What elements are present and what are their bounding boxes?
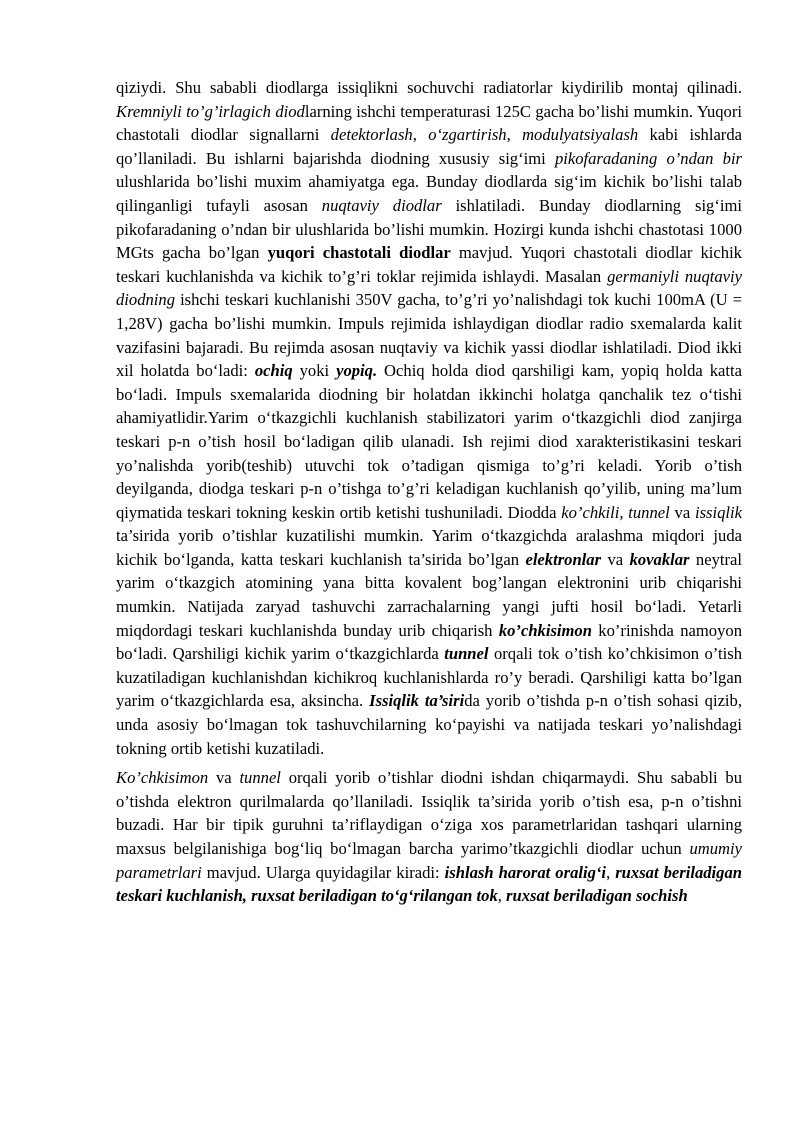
paragraph1-run: neytral yarim o‘tkazgich atomining yana bitta kovalent bog’langan elektronini urib chiqarishi mumkin. Natijada zaryad tashuvchi zarrachalarning yangi jufti hosil bo‘ladi. Yetarli miqdordagi teskari kuchlanishda bunday urib chiqarish	[116, 549, 742, 640]
paragraph1-run: ,	[412, 125, 429, 145]
paragraph1-run: ishlatiladi. Bunday diodlarning sig‘imi pikofaradaning o’ndan bir ulushlarida bo’lishi mumkin. Hozirgi kunda ishchi chastotasi 1000 MGts gacha bo’lgan	[116, 195, 742, 263]
paragraph-1	[116, 76, 742, 760]
paragraph2-run: va	[208, 768, 240, 788]
paragraph1-run: mavjud. Yuqori chastotali diodlar kichik teskari kuchlanishda va kichik to’g’ri toklar rejimida ishlaydi. Masalan	[116, 243, 742, 286]
paragraph1-run: ko’chkili	[561, 502, 620, 522]
paragraph1-run: tunnel	[628, 502, 670, 522]
paragraph1-run: Issiqlik ta’siri	[369, 691, 465, 711]
paragraph1-run: ,	[619, 502, 629, 522]
paragraph2-run: ,	[606, 862, 616, 882]
paragraph1-run: detektorlash	[330, 125, 413, 145]
paragraph1-run: issiqlik	[694, 502, 743, 522]
paragraph1-run: elektronlar	[525, 549, 602, 569]
paragraph1-run: ulushlarida bo’lishi muxim ahamiyatga ega. Bunday diodlarda sig‘im kichik bo’lishi talab qilinganligi tufayli asosan	[116, 172, 742, 215]
paragraph1-run: nuqtaviy diodlar	[321, 195, 442, 215]
paragraph-2	[116, 766, 742, 908]
paragraph1-run: yopiq.	[336, 361, 378, 381]
paragraph1-run: ochiq	[254, 361, 293, 381]
paragraph1-run: da yorib o’tishda p-n o’tish sohasi qizib, unda asosiy bo‘lmagan tok tashuvchilarning ko‘payishi va natijada teskari yo’nalishdagi tokning ortib ketishi kuzatiladi.	[116, 691, 742, 758]
body-text	[116, 76, 742, 908]
paragraph2-run: ishlash harorat oralig‘i	[444, 862, 607, 882]
paragraph1-run: va	[669, 502, 695, 522]
paragraph2-run: mavjud. Ularga quyidagilar kiradi:	[201, 862, 445, 882]
paragraph1-run: kovaklar	[629, 549, 690, 569]
paragraph2-run: orqali yorib o’tishlar diodni ishdan chiqarmaydi. Shu sababli bu o’tishda elektron qurilmalarda qo’llaniladi. Issiqlik ta’sirida yorib o’tish esa, p-n o’tishni buzadi. Har bir tipik guruhni ta’riflaydigan o‘ziga xos parametrlaridan tashqari ularning maxsus belgilanishiga bog‘liq bo‘lmagan barcha yarimo’tkazgichli diodlar uchun	[116, 768, 742, 858]
paragraph2-run: umumiy parametrlari	[116, 839, 742, 882]
paragraph1-run: larning ishchi temperaturasi 125C gacha bo’lishi mumkin. Yuqori chastotali diodlar signallarni	[116, 101, 742, 145]
paragraph2-run: tunnel	[239, 768, 281, 788]
paragraph1-run: orqali tok o’tish ko’chkisimon o’tish kuzatiladigan kuchlanishdan kichikroq kuchlanishlarda ro’y beradi. Qarshiligi katta bo’lgan yarim o‘tkazgichlarda esa, aksincha.	[116, 644, 743, 711]
paragraph1-run: germaniyli nuqtaviy diodning	[116, 266, 742, 310]
paragraph1-run: kabi ishlarda qo’llaniladi. Bu ishlarni bajarishda diodning xususiy sig‘imi	[116, 125, 742, 168]
paragraph1-run: ko’rinishda namoyon bo‘ladi. Qarshiligi kichik yarim o‘tkazgichlarda	[116, 620, 742, 664]
paragraph2-run: Ko’chkisimon	[116, 768, 209, 788]
paragraph2-run: ruxsat beriladigan teskari kuchlanish, ruxsat beriladigan to‘g‘rilangan tok	[116, 862, 742, 906]
paragraph1-run: ko’chkisimon	[498, 620, 592, 640]
paragraph1-run: Ochiq holda diod qarshiligi kam, yopiq holda katta bo‘ladi. Impuls sxemalarida diodning bir holatdan ikkinchi holatga qanchalik tez o‘tishi ahamiyatlidir.Yarim o‘tkazgichli kuchlanish stabilizatori yarim o‘tkazgichli diod zanjirga teskari p-n o’tish hosil bo‘ladigan qilib ulanadi. Ish rejimi diod xarakteristikasini teskari yo’nalishda yorib(teshib) utuvchi tok o’tadigan qismiga to’g’ri keladi. Yorib o’tish deyilganda, diodga teskari p-n o’tishga to’g’ri keladigan kuchlanish qo’yilib, uning ma’lum qiymatida teskari tokning keskin ortib ketishi tushuniladi. Diodda	[116, 361, 742, 522]
paragraph1-run: pikofaradaning o’ndan bir	[554, 148, 743, 168]
paragraph1-run: ta’sirida yorib o’tishlar kuzatilishi mumkin. Yarim o‘tkazgichda aralashma miqdori juda kichik bo‘lganda, katta teskari kuchlanish ta’sirida bo’lgan	[116, 526, 742, 569]
paragraph1-run: ishchi teskari kuchlanishi 350V gacha, to’g’ri yo’nalishdagi tok kuchi 100mA (U = 1,28V) gacha bo’lishi mumkin. Impuls rejimida ishlaydigan diodlar radio sxemalarda kalit vazifasini bajaradi. Bu rejimda asosan nuqtaviy va kichik yassi diodlar ishlatiladi. Diod ikki xil holatda bo‘ladi:	[116, 290, 742, 381]
paragraph1-run: Kremniyli to’g’irlagich diod	[116, 101, 305, 121]
paragraph1-run: yoki	[292, 361, 337, 381]
paragraph2-run: ruxsat beriladigan sochish	[506, 886, 688, 906]
paragraph1-run: yuqori chastotali diodlar	[267, 243, 451, 263]
paragraph1-run: qiziydi. Shu sababli diodlarga issiqlikni sochuvchi radiatorlar kiydirilib montaj qilinadi.	[116, 78, 742, 97]
paragraph2-run: ,	[497, 886, 507, 906]
paragraph1-run: va	[601, 549, 630, 569]
paragraph1-run: tunnel	[444, 644, 489, 664]
paragraph1-run: o‘zgartirish, modulyatsiyalash	[428, 125, 639, 145]
